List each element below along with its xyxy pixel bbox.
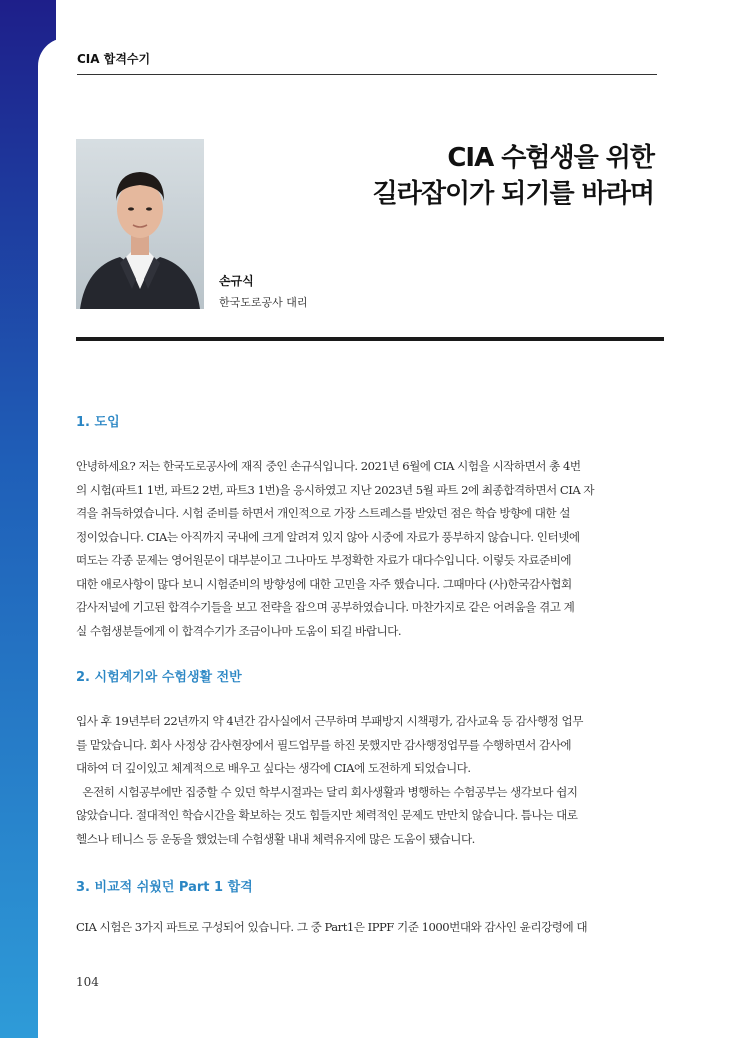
body-line: 실 수험생분들에게 이 합격수기가 조금이나마 도움이 되길 바랍니다. xyxy=(76,623,402,638)
body-line: 감사저널에 기고된 합격수기들을 보고 전략을 잡으며 공부하였습니다. 마찬가지로 같은 어려움을 겪고 계 xyxy=(76,600,575,614)
body-line: 떠도는 각종 문제는 영어원문이 대부분이고 그나마도 부정확한 자료가 대다수입니다. 이렇듯 자료준비에 xyxy=(76,553,572,567)
section-2-body xyxy=(76,710,658,851)
page-number: 104 xyxy=(76,975,99,989)
title-divider xyxy=(76,337,664,341)
article-title-line-2: 길라잡이가 되기를 바라며 xyxy=(372,179,654,209)
section-heading-2: 2. 시험계기와 수험생활 전반 xyxy=(76,670,242,685)
article-title xyxy=(373,140,654,212)
body-line: 대하여 더 깊이있고 체계적으로 배우고 싶다는 생각에 CIA에 도전하게 되었습니다. xyxy=(76,761,471,775)
author-photo xyxy=(76,139,204,309)
section-label: CIA 합격수기 xyxy=(77,52,151,66)
article-title-line-1: CIA 수험생을 위한 xyxy=(447,143,654,173)
body-line: 입사 후 19년부터 22년까지 약 4년간 감사실에서 근무하며 부패방지 시책평가, 감사교육 등 감사행정 업무 xyxy=(76,714,583,728)
body-line: 격을 취득하였습니다. 시험 준비를 하면서 개인적으로 가장 스트레스를 받았던 점은 학습 방향에 대한 설 xyxy=(76,506,570,520)
body-line: 안녕하세요? 저는 한국도로공사에 재직 중인 손규식입니다. 2021년 6월에 CIA 시험을 시작하면서 총 4번 xyxy=(76,459,581,473)
body-line: CIA 시험은 3가지 파트로 구성되어 있습니다. 그 중 Part1은 IPPF 기준 1000번대와 감사인 윤리강령에 대 xyxy=(76,920,588,934)
body-line: 정이었습니다. CIA는 아직까지 국내에 크게 알려져 있지 않아 시중에 자료가 풍부하지 않습니다. 인터넷에 xyxy=(76,529,580,544)
section-1-body xyxy=(76,455,658,643)
author-affiliation: 한국도로공사 대리 xyxy=(219,296,308,309)
section-heading-1: 1. 도입 xyxy=(76,415,120,430)
section-3-body xyxy=(76,916,658,940)
body-line: 온전히 시험공부에만 집중할 수 있던 학부시절과는 달리 회사생활과 병행하는 수험공부는 생각보다 쉽지 xyxy=(76,784,578,799)
author-name: 손규식 xyxy=(219,274,254,288)
header-divider xyxy=(77,74,657,75)
body-line: 의 시험(파트1 1번, 파트2 2번, 파트3 1번)을 응시하였고 지난 2023년 5월 파트 2에 최종합격하면서 CIA 자 xyxy=(76,482,595,497)
body-line: 않았습니다. 절대적인 학습시간을 확보하는 것도 힘들지만 체력적인 문제도 만만치 않습니다. 틈나는 대로 xyxy=(76,808,578,822)
body-line: 헬스나 테니스 등 운동을 했었는데 수험생활 내내 체력유지에 많은 도움이 됐습니다. xyxy=(76,831,475,846)
author-portrait-icon xyxy=(76,139,204,309)
body-line: 대한 애로사항이 많다 보니 시험준비의 방향성에 대한 고민을 자주 했습니다. 그때마다 (사)한국감사협회 xyxy=(76,576,572,591)
section-heading-3: 3. 비교적 쉬웠던 Part 1 합격 xyxy=(76,880,253,895)
body-line: 를 맡았습니다. 회사 사정상 감사현장에서 필드업무를 하진 못했지만 감사행정업무를 수행하면서 감사에 xyxy=(76,737,572,752)
